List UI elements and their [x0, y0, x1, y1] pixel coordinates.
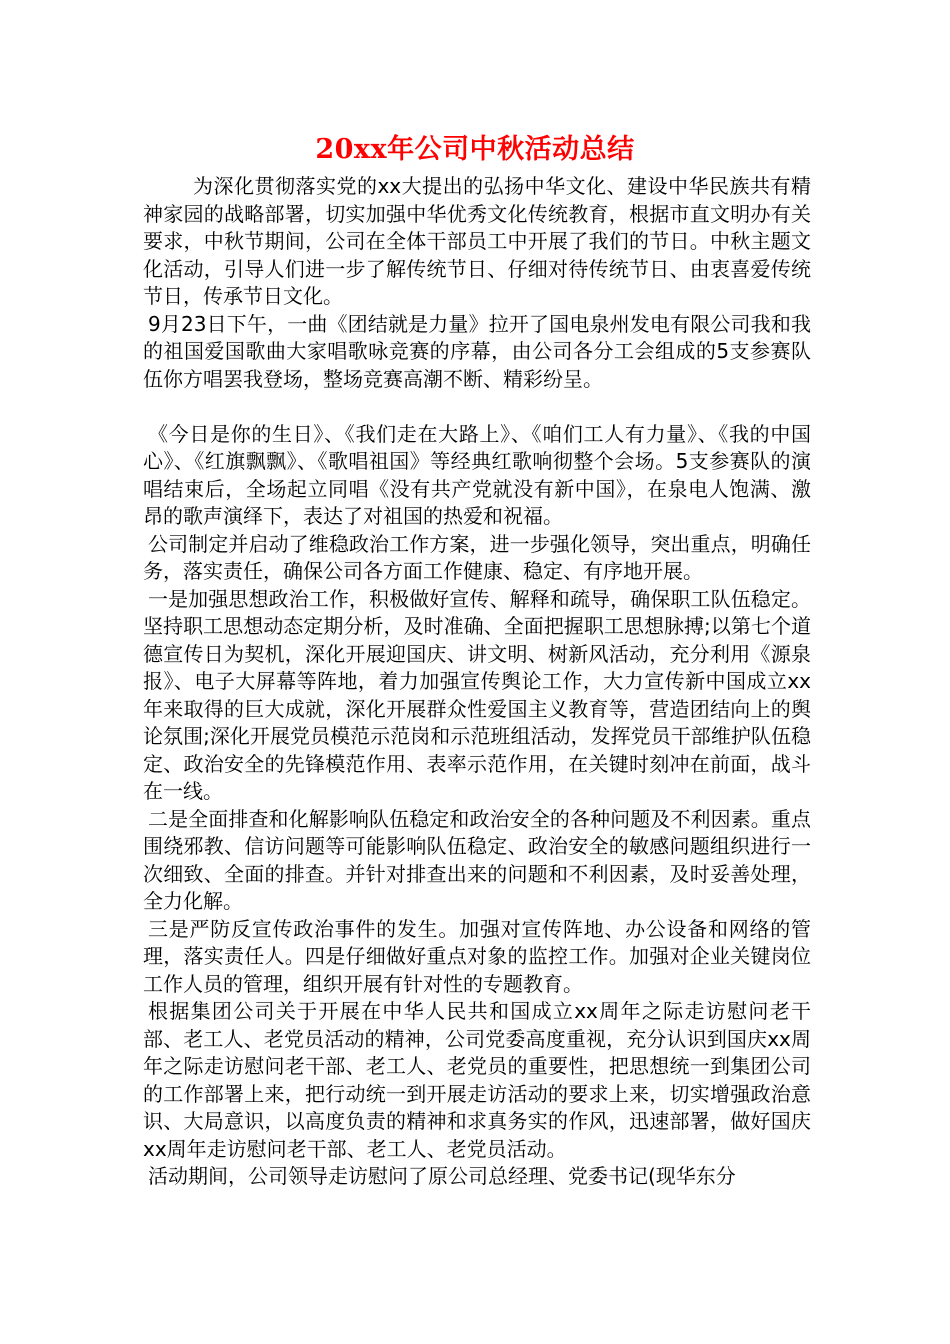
paragraph-point-three: 三是严防反宣传政治事件的发生。加强对宣传阵地、办公设备和网络的管理，落实责任人。四是仔细做好重点对象的监控工作。加强对企业关键岗位工作人员的管理，组织开展有针对性的专题教育。 — [143, 916, 811, 996]
paragraph-activity: 活动期间，公司领导走访慰问了原公司总经理、党委书记(现华东分 — [148, 1164, 736, 1188]
paragraph-point-two: 二是全面排查和化解影响队伍稳定和政治安全的各种问题及不利因素。重点围绕邪教、信访问题等可能影响队伍稳定、政治安全的敏感问题组织进行一次细致、全面的排查。并针对排查出来的问题和不利因素，及时妥善处理，全力化解。 — [143, 806, 811, 913]
paragraph-stability-plan: 公司制定并启动了维稳政治工作方案，进一步强化领导，突出重点，明确任务，落实责任，确保公司各方面工作健康、稳定、有序地开展。 — [143, 531, 811, 583]
paragraph-point-one: 一是加强思想政治工作，积极做好宣传、解释和疏导，确保职工队伍稳定。坚持职工思想动态定期分析，及时准确、全面把握职工思想脉搏;以第七个道德宣传日为契机，深化开展迎国庆、讲文明、树新风活动，充分利用《源泉报》、电子大屏幕等阵地，着力加强宣传舆论工作，大力宣传新中国成立xx年来取得的巨大成就，深化开展群众性爱国主义教育等，营造团结向上的舆论氛围;深化开展党员模范示范岗和示范班组活动，发挥党员干部维护队伍稳定、政治安全的先锋模范作用、表率示范作用，在关键时刻冲在前面，战斗在一线。 — [143, 586, 811, 803]
paragraph-gap — [143, 393, 811, 421]
paragraph-intro: 为深化贯彻落实党的xx大提出的弘扬中华文化、建设中华民族共有精神家园的战略部署，切实加强中华优秀文化传统教育，根据市直文明办有关要求，中秋节期间，公司在全体干部员工中开展了我们的节日。中秋主题文化活动，引导人们进一步了解传统节日、仔细对待传统节日、由衷喜爱传统节日，传承节日文化。 — [143, 174, 811, 308]
document-title: 20xx年公司中秋活动总结 — [315, 134, 635, 165]
document-body — [143, 173, 811, 1191]
paragraph-songs: 《今日是你的生日》、《我们走在大路上》、《咱们工人有力量》、《我的中国心》、《红旗飘飘》、《歌唱祖国》等经典红歌响彻整个会场。5支参赛队的演唱结束后，全场起立同唱《没有共产党就没有新中国》，在泉电人饱满、激昂的歌声演绎下，表达了对祖国的热爱和祝福。 — [143, 421, 811, 528]
paragraph-concert: 9月23日下午，一曲《团结就是力量》拉开了国电泉州发电有限公司我和我的祖国爱国歌曲大家唱歌咏竞赛的序幕，由公司各分工会组成的5支参赛队伍你方唱罢我登场，整场竞赛高潮不断、精彩纷呈。 — [143, 311, 811, 391]
paragraph-visits: 根据集团公司关于开展在中华人民共和国成立xx周年之际走访慰问老干部、老工人、老党员活动的精神，公司党委高度重视，充分认识到国庆xx周年之际走访慰问老干部、老工人、老党员的重要性，把思想统一到集团公司的工作部署上来，把行动统一到开展走访活动的要求上来，切实增强政治意识、大局意识，以高度负责的精神和求真务实的作风，迅速部署，做好国庆xx周年走访慰问老干部、老工人、老党员活动。 — [143, 999, 811, 1161]
